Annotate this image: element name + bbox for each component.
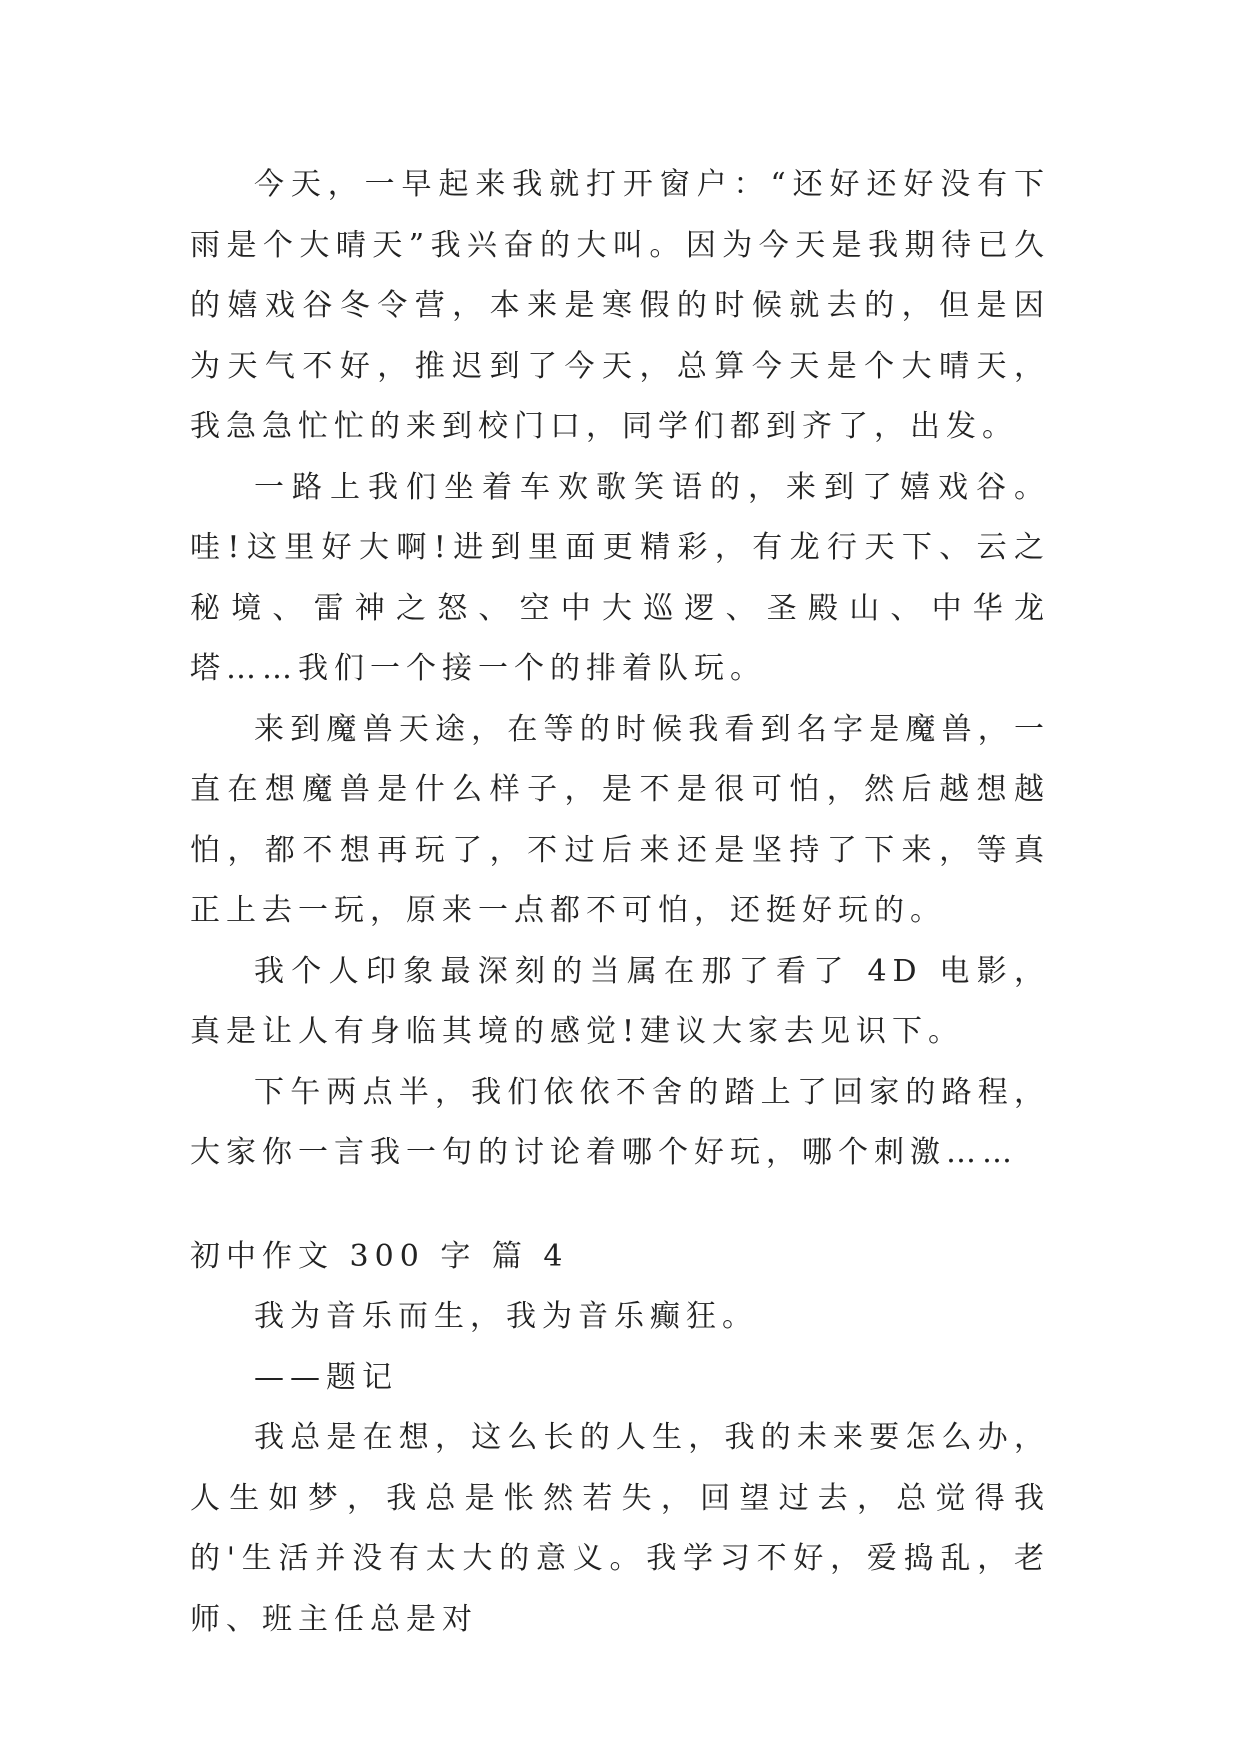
paragraph-4: 我个人印象最深刻的当属在那了看了 4D 电影，真是让人有身临其境的感觉!建议大家去见识下。 <box>190 953 1050 1049</box>
paragraph-3: 来到魔兽天途，在等的时候我看到名字是魔兽，一直在想魔兽是什么样子，是不是很可怕，然后越想越怕，都不想再玩了，不过后来还是坚持了下来，等真正上去一玩，原来一点都不可怕，还挺好玩的。 <box>190 711 1050 928</box>
paragraph-5: 下午两点半，我们依依不舍的踏上了回家的路程，大家你一言我一句的讨论着哪个好玩，哪个刺激…… <box>190 1074 1050 1170</box>
section-title: 初中作文 300 字 篇 4 <box>190 1238 569 1274</box>
paragraph-1: 今天，一早起来我就打开窗户：“还好还好没有下雨是个大晴天”我兴奋的大叫。因为今天是我期待已久的嬉戏谷冬令营，本来是寒假的时候就去的，但是因为天气不好，推迟到了今天，总算今天是个大晴天，我急急忙忙的来到校门口，同学们都到齐了，出发。 <box>190 167 1050 444</box>
document-body <box>190 155 1050 1650</box>
paragraph-epigraph: 我为音乐而生，我为音乐癫狂。 <box>254 1299 758 1334</box>
paragraph-6: 我总是在想，这么长的人生，我的未来要怎么办，人生如梦，我总是怅然若失，回望过去，总觉得我的'生活并没有太大的意义。我学习不好，爱捣乱，老师、班主任总是对 <box>190 1420 1050 1637</box>
paragraph-2: 一路上我们坐着车欢歌笑语的，来到了嬉戏谷。哇!这里好大啊!进到里面更精彩，有龙行天下、云之秘境、雷神之怒、空中大巡逻、圣殿山、中华龙塔……我们一个接一个的排着队玩。 <box>190 469 1050 686</box>
paragraph-epigraph-attribution: ——题记 <box>254 1359 398 1395</box>
